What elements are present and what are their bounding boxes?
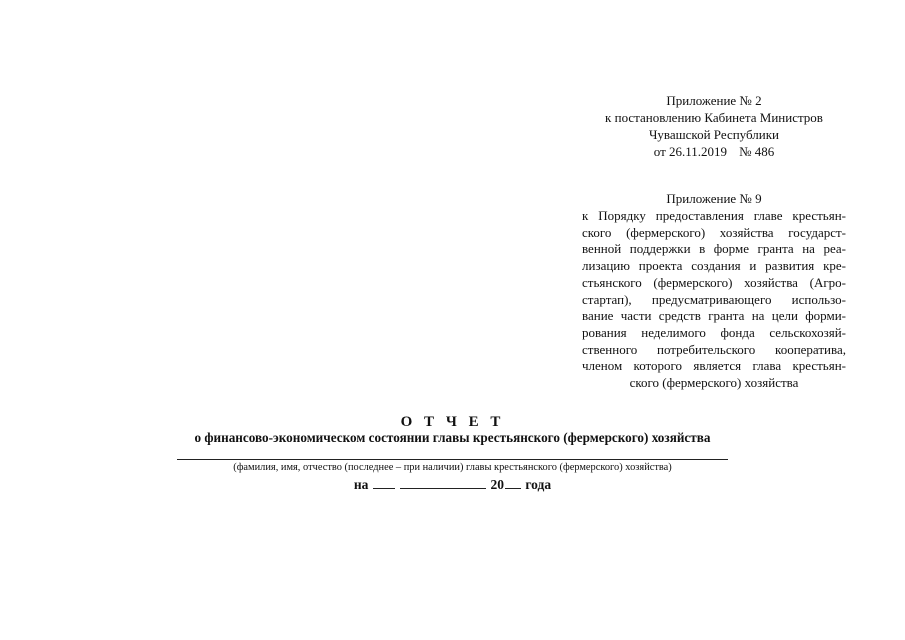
appendix-9-line: ственного потребительского кооператива, xyxy=(582,341,846,357)
appendix-2-title: Приложение № 2 xyxy=(666,93,762,108)
appendix-2-date: от 26.11.2019 xyxy=(653,144,728,159)
appendix-9-line: лизацию проекта создания и развития кре- xyxy=(582,258,846,274)
appendix-2-republic: Чувашской Республики xyxy=(648,127,780,142)
period-year-blank xyxy=(505,476,521,489)
report-title: О Т Ч Е Т xyxy=(400,414,505,430)
appendix-2-date-number xyxy=(582,143,846,160)
appendix-9-title: Приложение № 9 xyxy=(666,191,762,206)
report-period xyxy=(0,476,905,494)
appendix-9-line: членом которого является глава крестьян- xyxy=(582,358,846,374)
appendix-9-line: вание части средств гранта на цели форми- xyxy=(582,308,846,324)
appendix-9-line: рования неделимого фонда сельскохозяй- xyxy=(582,324,846,340)
period-suffix: года xyxy=(525,477,552,492)
period-month-blank xyxy=(400,476,486,489)
appendix-9-line: к Порядку предоставления главе крестьян- xyxy=(582,208,846,223)
report-subtitle: о финансово-экономическом состоянии главы крестьянского (фермерского) хозяйства xyxy=(194,430,711,445)
period-year-prefix: 20 xyxy=(490,477,505,492)
period-prefix: на xyxy=(353,477,369,492)
name-fill-line xyxy=(177,459,728,460)
appendix-9-line: ского (фермерского) хозяйства xyxy=(629,375,799,391)
name-field-hint: (фамилия, имя, отчество (последнее – при наличии) главы крестьянского (фермерского) хозяйства) xyxy=(233,462,672,473)
appendix-9-line: стьянского (фермерского) хозяйства (Агро- xyxy=(582,274,846,290)
appendix-9-line: ского (фермерского) хозяйства государст- xyxy=(582,224,846,240)
appendix-9-body xyxy=(582,208,846,392)
appendix-9-line: стартап), предусматривающего использо- xyxy=(582,291,846,307)
appendix-2-number: № 486 xyxy=(739,144,775,159)
appendix-2-decree-ref: к постановлению Кабинета Министров xyxy=(605,110,823,125)
appendix-2-header xyxy=(582,92,846,160)
period-day-blank xyxy=(373,476,395,489)
appendix-9-line: венной поддержки в форме гранта на реа- xyxy=(582,241,846,257)
